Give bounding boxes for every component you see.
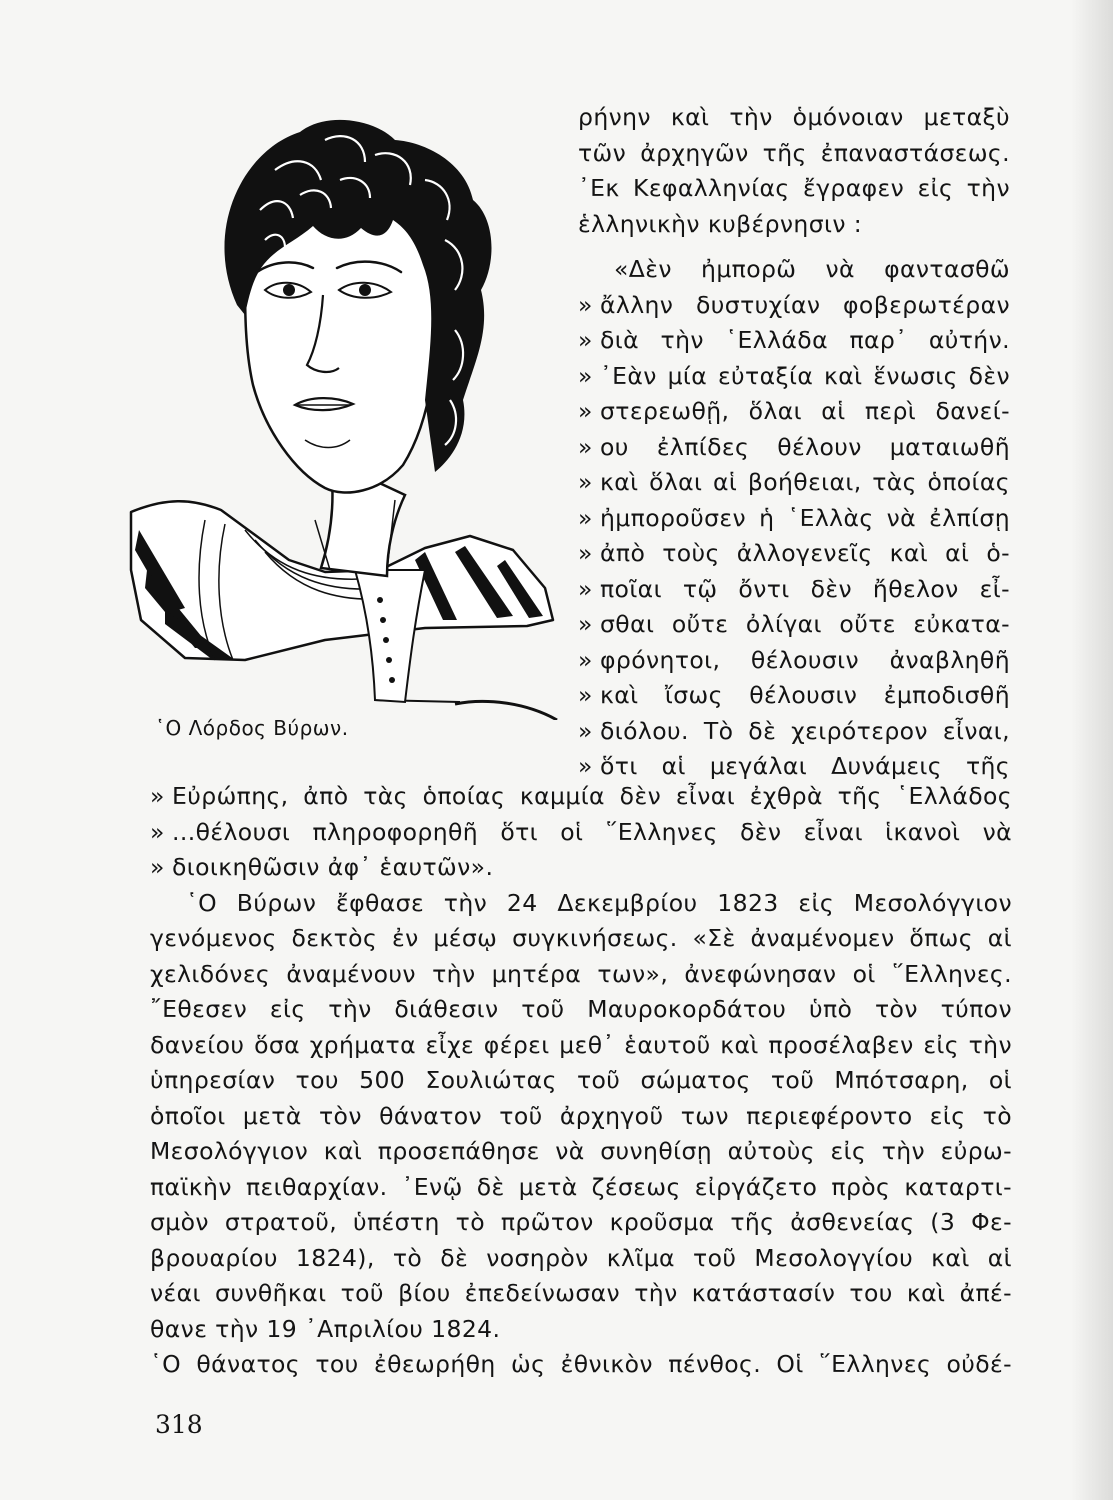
quote-line: » στερεωθῇ, ὅλαι αἱ περὶ δανεί- [578, 394, 1010, 430]
text-line: τῶν ἀρχηγῶν τῆς ἐπαναστάσεως. [578, 138, 1010, 167]
paragraph-line: δανείου ὅσα χρήματα εἶχε φέρει μεθ᾿ ἑαυτοῦ καὶ προσέλαβεν εἰς τὴν [150, 1030, 1012, 1059]
quote-line: » ου ἐλπίδες θέλουν ματαιωθῆ [578, 430, 1010, 466]
quote-line: » Εὐρώπης, ἀπὸ τὰς ὁποίας καμμία δὲν εἶναι ἐχθρὰ τῆς ῾Ελλάδος [150, 779, 1012, 815]
paragraph-line: νέαι συνθῆκαι τοῦ βίου ἐπεδείνωσαν τὴν κατάστασίν του καὶ ἀπέ- [150, 1279, 1012, 1307]
paragraph-line: θανε τὴν 19 ᾿Απριλίου 1824. [150, 1314, 501, 1343]
paragraph-line: ὁποῖοι μετὰ τὸν θάνατον τοῦ ἀρχηγοῦ των περιεφέροντο εἰς τὸ [150, 1101, 1012, 1130]
quote-mark: » [150, 853, 165, 881]
quote-line: » ἀπὸ τοὺς ἀλλογενεῖς καὶ αἱ ὁ- [578, 536, 1010, 572]
paragraph-line: σμὸν στρατοῦ, ὑπέστη τὸ πρῶτον κροῦσμα τῆς ἀσθενείας (3 Φε- [150, 1208, 1012, 1236]
quote-mark: » [578, 539, 593, 567]
quote-mark: » [578, 290, 593, 319]
quote-mark: » [578, 645, 593, 674]
quote-line: » καὶ ὅλαι αἱ βοήθειαι, τὰς ὁποίας [578, 465, 1010, 501]
page-number: 318 [155, 1410, 203, 1439]
paragraph-line: ὑπηρεσίαν του 500 Σουλιώτας τοῦ σώματος τοῦ Μπότσαρη, οἱ [150, 1066, 1012, 1094]
quote-line: » ἠμποροῦσεν ἡ ῾Ελλὰς νὰ ἐλπίσῃ [578, 501, 1010, 537]
quote-mark: » [150, 782, 165, 810]
page-edge-shadow [1071, 0, 1113, 1500]
quote-line: » ...θέλουσι πληροφορηθῆ ὅτι οἱ ῞Ελληνες δὲν εἶναι ἱκανοὶ νὰ [150, 815, 1012, 851]
quote-mark: » [578, 468, 593, 496]
quote-line: » καὶ ἴσως θέλουσιν ἐμποδισθῆ [578, 678, 1010, 714]
text-line: ᾿Εκ Κεφαλληνίας ἔγραφεν εἰς τὴν [578, 174, 1010, 202]
quote-mark: » [150, 817, 165, 846]
paragraph-line: γενόμενος δεκτὸς ἐν μέσῳ συγκινήσεως. «Σὲ ἀναμένομεν ὅπως αἱ [150, 924, 1012, 952]
text-line: ρήνην καὶ τὴν ὁμόνοιαν μεταξὺ [578, 103, 1010, 131]
quote-line: » φρόνητοι, θέλουσιν ἀναβληθῆ [578, 643, 1010, 679]
quote-first-line: «Δὲν ἠμπορῶ νὰ φαντασθῶ [614, 255, 1010, 283]
quote-line: » διόλου. Τὸ δὲ χειρότερον εἶναι, [578, 714, 1010, 750]
paragraph-line: ῎Εθεσεν εἰς τὴν διάθεσιν τοῦ Μαυροκορδάτου ὑπὸ τὸν τύπον [150, 995, 1012, 1023]
quote-line: » ποῖαι τῷ ὄντι δὲν ἤθελον εἶ- [578, 572, 1010, 608]
quote-mark: » [578, 432, 593, 461]
paragraph-line: Μεσολόγγιον καὶ προσεπάθησε νὰ συνηθίσῃ αὐτοὺς εἰς τὴν εὐρω- [150, 1137, 1012, 1165]
text-full-width [150, 779, 1012, 1383]
quote-mark: » [578, 397, 593, 425]
paragraph-line: χελιδόνες ἀναμένουν τὴν μητέρα των», ἀνεφώνησαν οἱ ῞Ελληνες. [150, 959, 1012, 988]
text-line: ἑλληνικὴν κυβέρνησιν : [578, 209, 863, 238]
quote-mark: » [578, 610, 593, 638]
quote-mark: » [578, 326, 593, 354]
quote-mark: » [578, 503, 593, 532]
paragraph-line: παϊκὴν πειθαρχίαν. ᾿Ενῷ δὲ μετὰ ζέσεως εἰργάζετο πρὸς καταρτι- [150, 1172, 1012, 1201]
quote-line: » διὰ τὴν ῾Ελλάδα παρ᾿ αὐτήν. [578, 323, 1010, 359]
quote-line: » σθαι οὔτε ὀλίγαι οὔτε εὐκατα- [578, 607, 1010, 643]
quote-line: » ὅτι αἱ μεγάλαι Δυνάμεις τῆς [578, 749, 1010, 785]
quote-mark: » [578, 574, 593, 603]
lord-byron-portrait-illustration [125, 100, 565, 720]
quote-line: » ᾿Εὰν μία εὐταξία καὶ ἕνωσις δὲν [578, 359, 1010, 395]
quote-mark: » [578, 681, 593, 709]
figure-caption: ῾Ο Λόρδος Βύρων. [155, 716, 349, 740]
quote-line: » διοικηθῶσιν ἀφ᾿ ἑαυτῶν». [150, 850, 1012, 886]
paragraph-line: ῾Ο Βύρων ἔφθασε τὴν 24 Δεκεμβρίου 1823 εἰς Μεσολόγγιον [186, 888, 1012, 917]
quote-mark: » [578, 361, 593, 390]
quote-line: » ἄλλην δυστυχίαν φοβερωτέραν [578, 288, 1010, 324]
paragraph-line: βρουαρίου 1824), τὸ δὲ νοσηρὸν κλῖμα τοῦ Μεσολογγίου καὶ αἱ [150, 1243, 1012, 1272]
quote-mark: » [578, 716, 593, 745]
paragraph-line: ῾Ο θάνατος του ἐθεωρήθη ὡς ἐθνικὸν πένθος. Οἱ ῞Ελληνες οὐδέ- [150, 1350, 1012, 1378]
quote-mark: » [578, 752, 593, 780]
text-column-right [578, 100, 1010, 785]
